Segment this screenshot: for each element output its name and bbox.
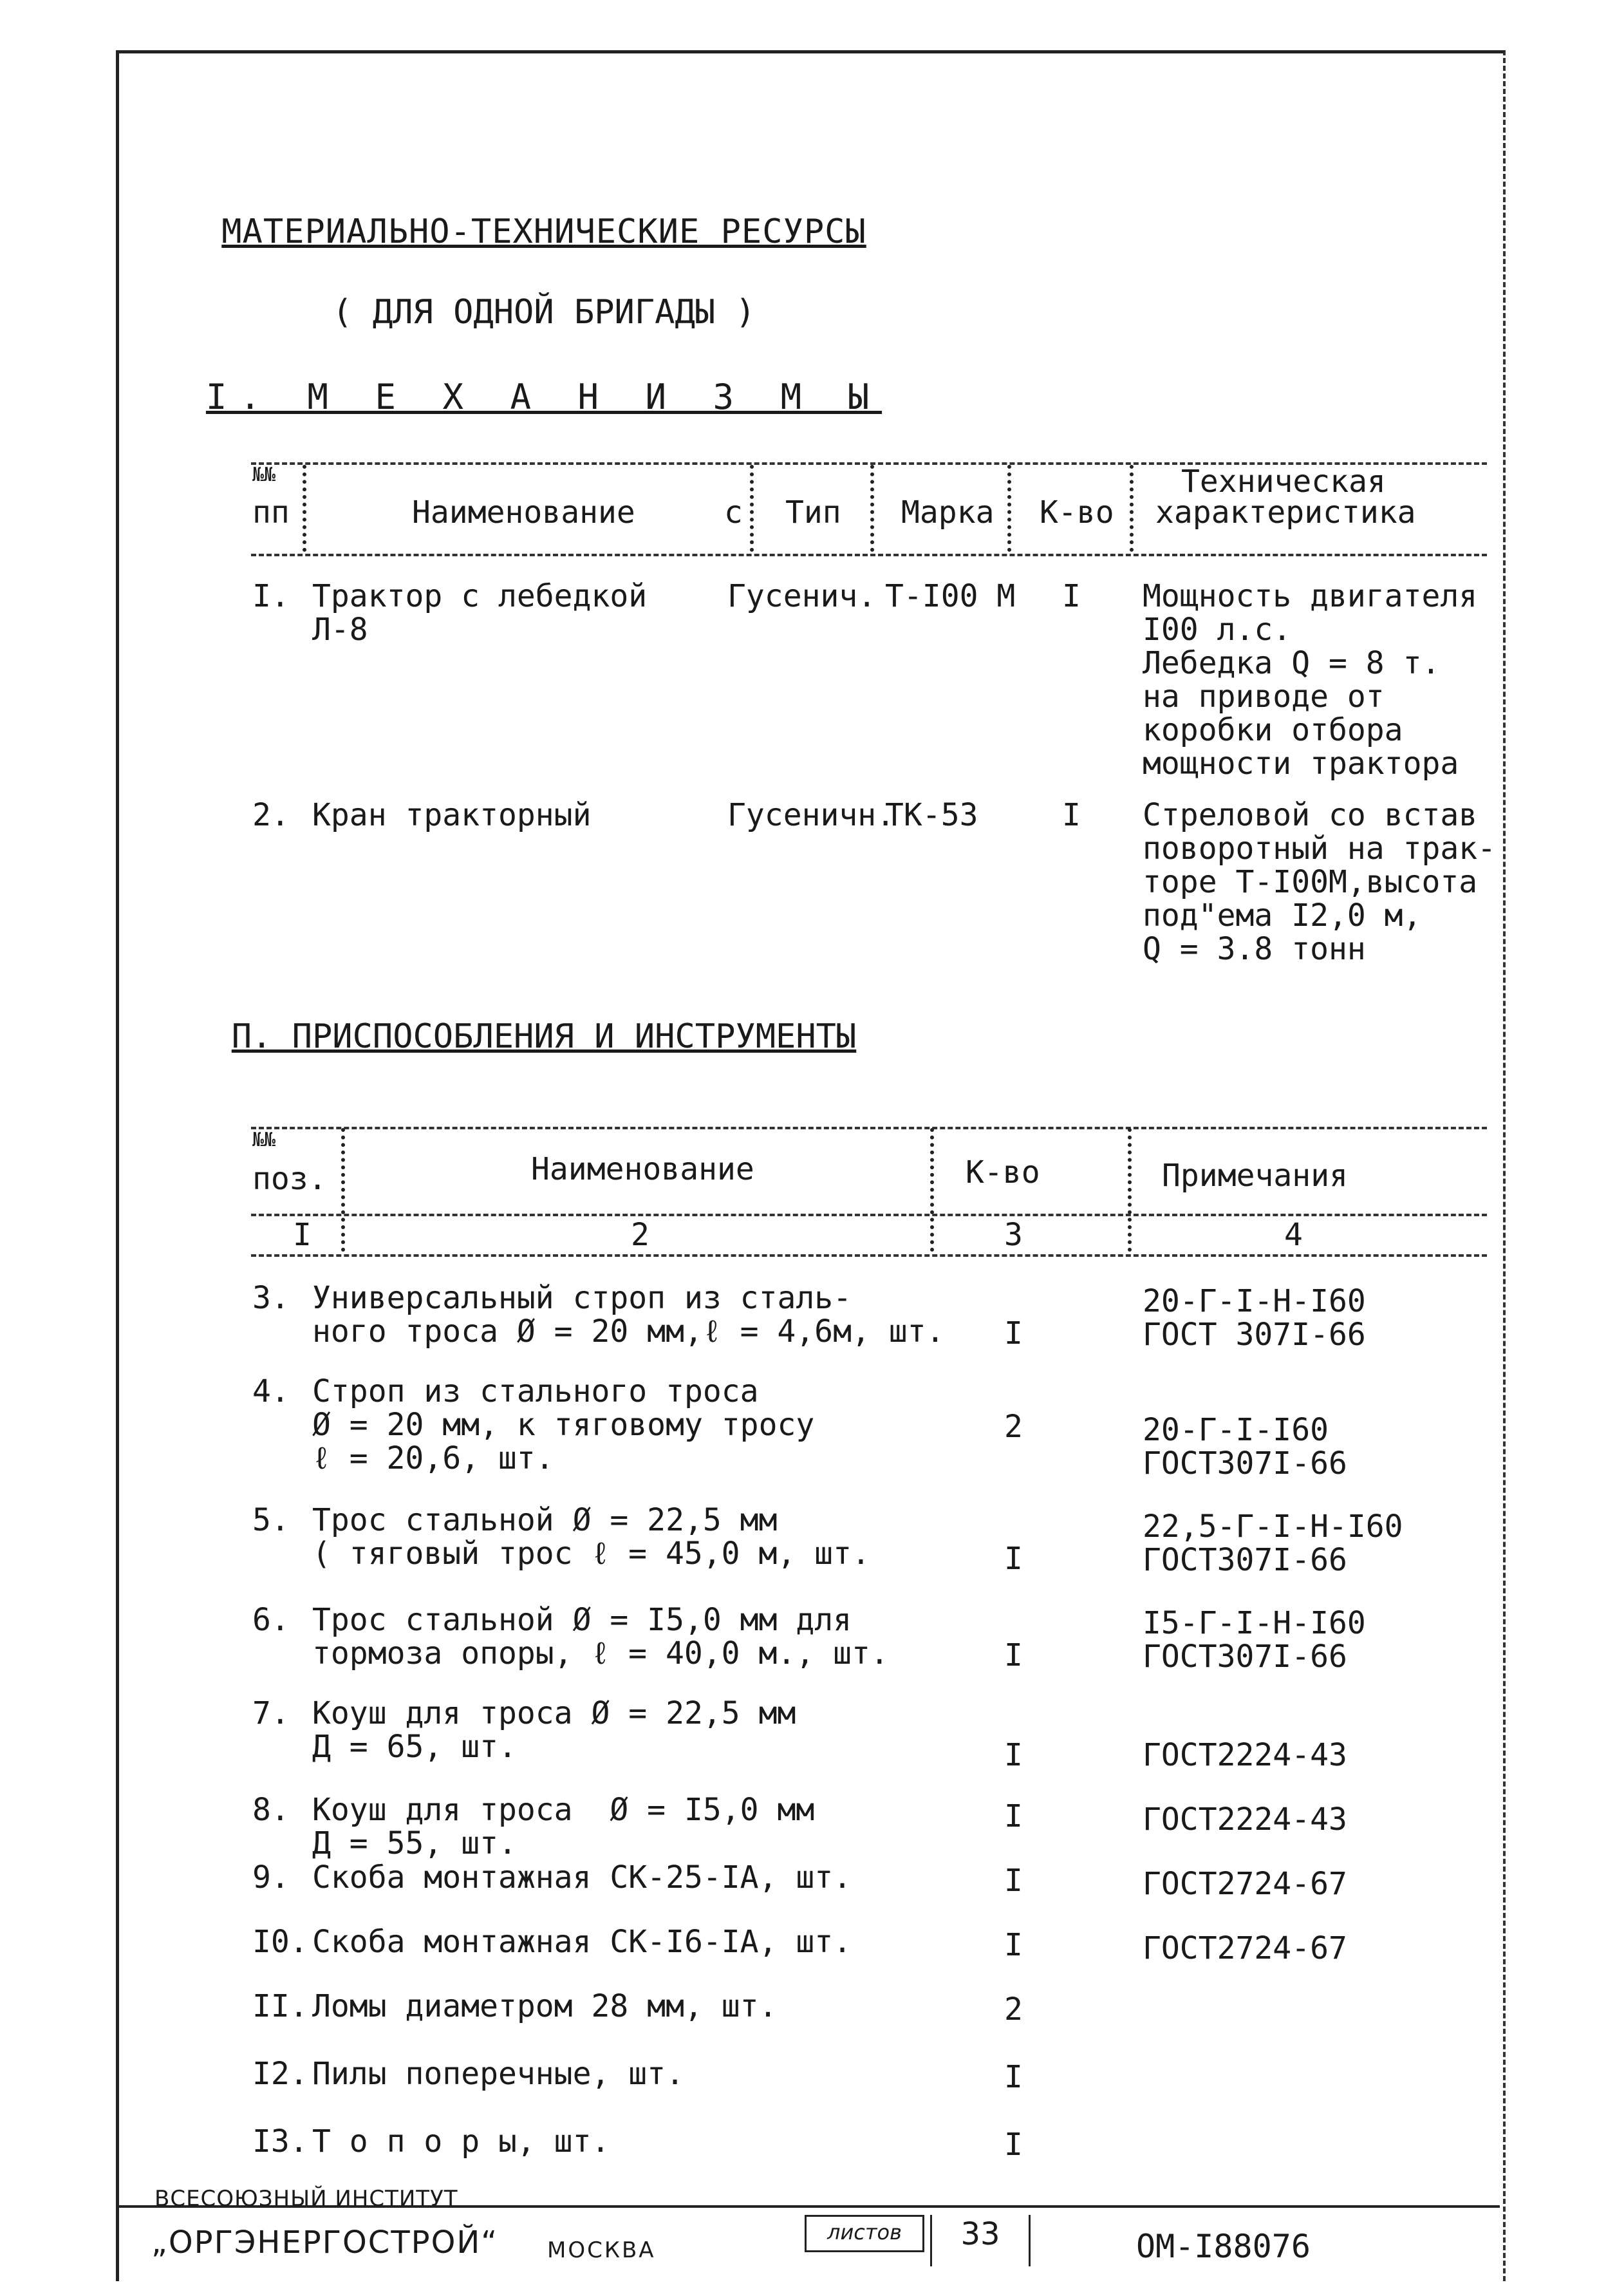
tools-header-notes: Примечания xyxy=(1162,1158,1348,1194)
mech-header-tech-top: Техническая xyxy=(1181,464,1386,500)
footer-sheet-label: листов xyxy=(805,2215,924,2252)
tools-row-10-num: I0. xyxy=(252,1924,308,1960)
tools-row-3-name: Универсальный строп из сталь- ного троса Ø = 20 мм,ℓ = 4,6м, шт. xyxy=(312,1280,945,1350)
mech-row-2-brand: ТК-53 xyxy=(885,797,978,833)
tools-row-6-qty: I xyxy=(1004,1637,1023,1673)
mech-row-1-qty: I xyxy=(1062,578,1081,614)
tools-row-7-notes: ГОСТ2224-43 xyxy=(1143,1737,1347,1773)
tools-row-9-notes: ГОСТ2724-67 xyxy=(1143,1866,1347,1902)
tools-row-6-num: 6. xyxy=(252,1602,290,1638)
tools-row-5-num: 5. xyxy=(252,1502,290,1538)
tools-row-11-qty: 2 xyxy=(1004,1991,1023,2028)
tools-row-8-qty: I xyxy=(1004,1798,1023,1834)
tools-header-num-top: №№ xyxy=(252,1129,276,1151)
tools-colnum-4: 4 xyxy=(1284,1217,1303,1253)
tools-row-12-qty: I xyxy=(1004,2059,1023,2095)
mech-col-sep xyxy=(750,465,754,552)
tools-header-qty: К-во xyxy=(966,1154,1040,1190)
footer-institute-line2: „ОРГЭНЕРГОСТРОЙ“ xyxy=(151,2225,499,2261)
mech-row-2-name: Кран тракторный xyxy=(312,797,592,833)
mech-header-num: пп xyxy=(252,494,290,531)
mech-col-sep xyxy=(1007,465,1011,552)
tools-row-8-name: Коуш для троса Ø = I5,0 мм Д = 55, шт. xyxy=(312,1792,815,1861)
tools-row-6-notes: I5-Г-I-Н-I60 ГОСТ307I-66 xyxy=(1143,1605,1366,1675)
tools-row-7-num: 7. xyxy=(252,1695,290,1731)
document-subtitle: ( ДЛЯ ОДНОЙ БРИГАДЫ ) xyxy=(332,293,756,332)
mech-header-tech: характеристика xyxy=(1155,494,1416,531)
mech-col-sep xyxy=(870,465,874,552)
document-title: МАТЕРИАЛЬНО-ТЕХНИЧЕСКИЕ РЕСУРСЫ xyxy=(221,212,866,251)
footer-sheet-number: 33 xyxy=(930,2215,1031,2266)
mech-row-2-num: 2. xyxy=(252,797,290,833)
tools-table-colnum-rule xyxy=(251,1254,1487,1257)
tools-table-top-rule xyxy=(251,1127,1487,1129)
tools-row-10-notes: ГОСТ2724-67 xyxy=(1143,1930,1347,1966)
mech-row-2-qty: I xyxy=(1062,797,1081,833)
mech-header-type: Тип xyxy=(785,494,841,531)
tools-row-11-num: II. xyxy=(252,1988,308,2024)
footer-institute-line1: ВСЕСОЮЗНЫЙ ИНСТИТУТ xyxy=(154,2186,458,2212)
footer-city: МОСКВА xyxy=(547,2237,656,2263)
mech-table-header-rule xyxy=(251,554,1487,556)
tools-row-12-name: Пилы поперечные, шт. xyxy=(312,2056,684,2092)
mech-row-2-type: Гусеничн. xyxy=(727,797,895,833)
tools-header-name: Наименование xyxy=(531,1151,754,1187)
tools-colnum-3: 3 xyxy=(1004,1217,1023,1253)
tools-row-13-qty: I xyxy=(1004,2127,1023,2163)
tools-col-sep xyxy=(1128,1128,1132,1252)
tools-row-13-num: I3. xyxy=(252,2123,308,2160)
tools-row-8-notes: ГОСТ2224-43 xyxy=(1143,1802,1347,1838)
tools-row-3-qty: I xyxy=(1004,1315,1023,1351)
tools-row-5-notes: 22,5-Г-I-Н-I60 ГОСТ307I-66 xyxy=(1143,1509,1403,1578)
tools-header-num: поз. xyxy=(252,1161,327,1197)
tools-row-9-num: 9. xyxy=(252,1859,290,1896)
tools-row-12-num: I2. xyxy=(252,2056,308,2092)
mech-row-1-tech: Мощность двигателя I00 л.с. Лебедка Q = 8 т. на приводе от коробки отбора мощности трактора xyxy=(1143,578,1478,782)
tools-row-11-name: Ломы диаметром 28 мм, шт. xyxy=(312,1988,778,2024)
tools-row-4-qty: 2 xyxy=(1004,1409,1023,1445)
tools-row-4-num: 4. xyxy=(252,1373,290,1409)
tools-table-header-rule xyxy=(251,1214,1487,1216)
tools-row-10-qty: I xyxy=(1004,1927,1023,1963)
section-2-title: П. ПРИСПОСОБЛЕНИЯ И ИНСТРУМЕНТЫ xyxy=(231,1017,857,1056)
tools-row-10-name: Скоба монтажная СК-I6-IА, шт. xyxy=(312,1924,852,1960)
mech-header-c: с xyxy=(724,494,743,531)
tools-row-5-name: Трос стальной Ø = 22,5 мм ( тяговый трос ℓ = 45,0 м, шт. xyxy=(312,1502,870,1572)
tools-row-9-qty: I xyxy=(1004,1863,1023,1899)
tools-col-sep xyxy=(341,1128,345,1252)
mech-row-1-brand: Т-I00 М xyxy=(885,578,1016,614)
footer-doc-code: ОМ-I88076 xyxy=(1136,2228,1311,2265)
tools-col-sep xyxy=(930,1128,934,1252)
tools-row-9-name: Скоба монтажная СК-25-IА, шт. xyxy=(312,1859,852,1896)
tools-row-8-num: 8. xyxy=(252,1792,290,1828)
tools-row-4-name: Строп из стального троса Ø = 20 мм, к тяговому тросу ℓ = 20,6, шт. xyxy=(312,1373,815,1476)
tools-row-3-num: 3. xyxy=(252,1280,290,1316)
mech-row-1-name: Трактор с лебедкой Л-8 xyxy=(312,578,648,648)
mech-header-name: Наименование xyxy=(412,494,635,531)
section-1-title: I. М Е Х А Н И З М Ы xyxy=(205,377,883,417)
mech-header-qty: К-во xyxy=(1040,494,1114,531)
tools-row-5-qty: I xyxy=(1004,1541,1023,1577)
tools-row-3-notes: 20-Г-I-Н-I60 ГОСТ 307I-66 xyxy=(1143,1283,1366,1353)
mech-header-num-top: №№ xyxy=(252,464,276,486)
tools-row-6-name: Трос стальной Ø = I5,0 мм для тормоза опоры, ℓ = 40,0 м., шт. xyxy=(312,1602,889,1671)
tools-row-4-notes: 20-Г-I-I60 ГОСТ307I-66 xyxy=(1143,1412,1347,1482)
tools-colnum-2: 2 xyxy=(631,1217,649,1253)
tools-colnum-1: I xyxy=(293,1217,312,1253)
mech-header-brand: Марка xyxy=(901,494,995,531)
mech-col-sep xyxy=(1130,465,1134,552)
mech-row-1-type: Гусенич. xyxy=(727,578,877,614)
mech-col-sep xyxy=(303,465,306,552)
tools-row-7-name: Коуш для троса Ø = 22,5 мм Д = 65, шт. xyxy=(312,1695,796,1765)
tools-row-13-name: Т о п о р ы, шт. xyxy=(312,2123,610,2160)
mech-row-1-num: I. xyxy=(252,578,290,614)
mech-row-2-tech: Стреловой со встав поворотный на трак- торе Т-I00М,высота под"ема I2,0 м, Q = 3.8 тонн xyxy=(1143,797,1497,967)
tools-row-7-qty: I xyxy=(1004,1737,1023,1773)
